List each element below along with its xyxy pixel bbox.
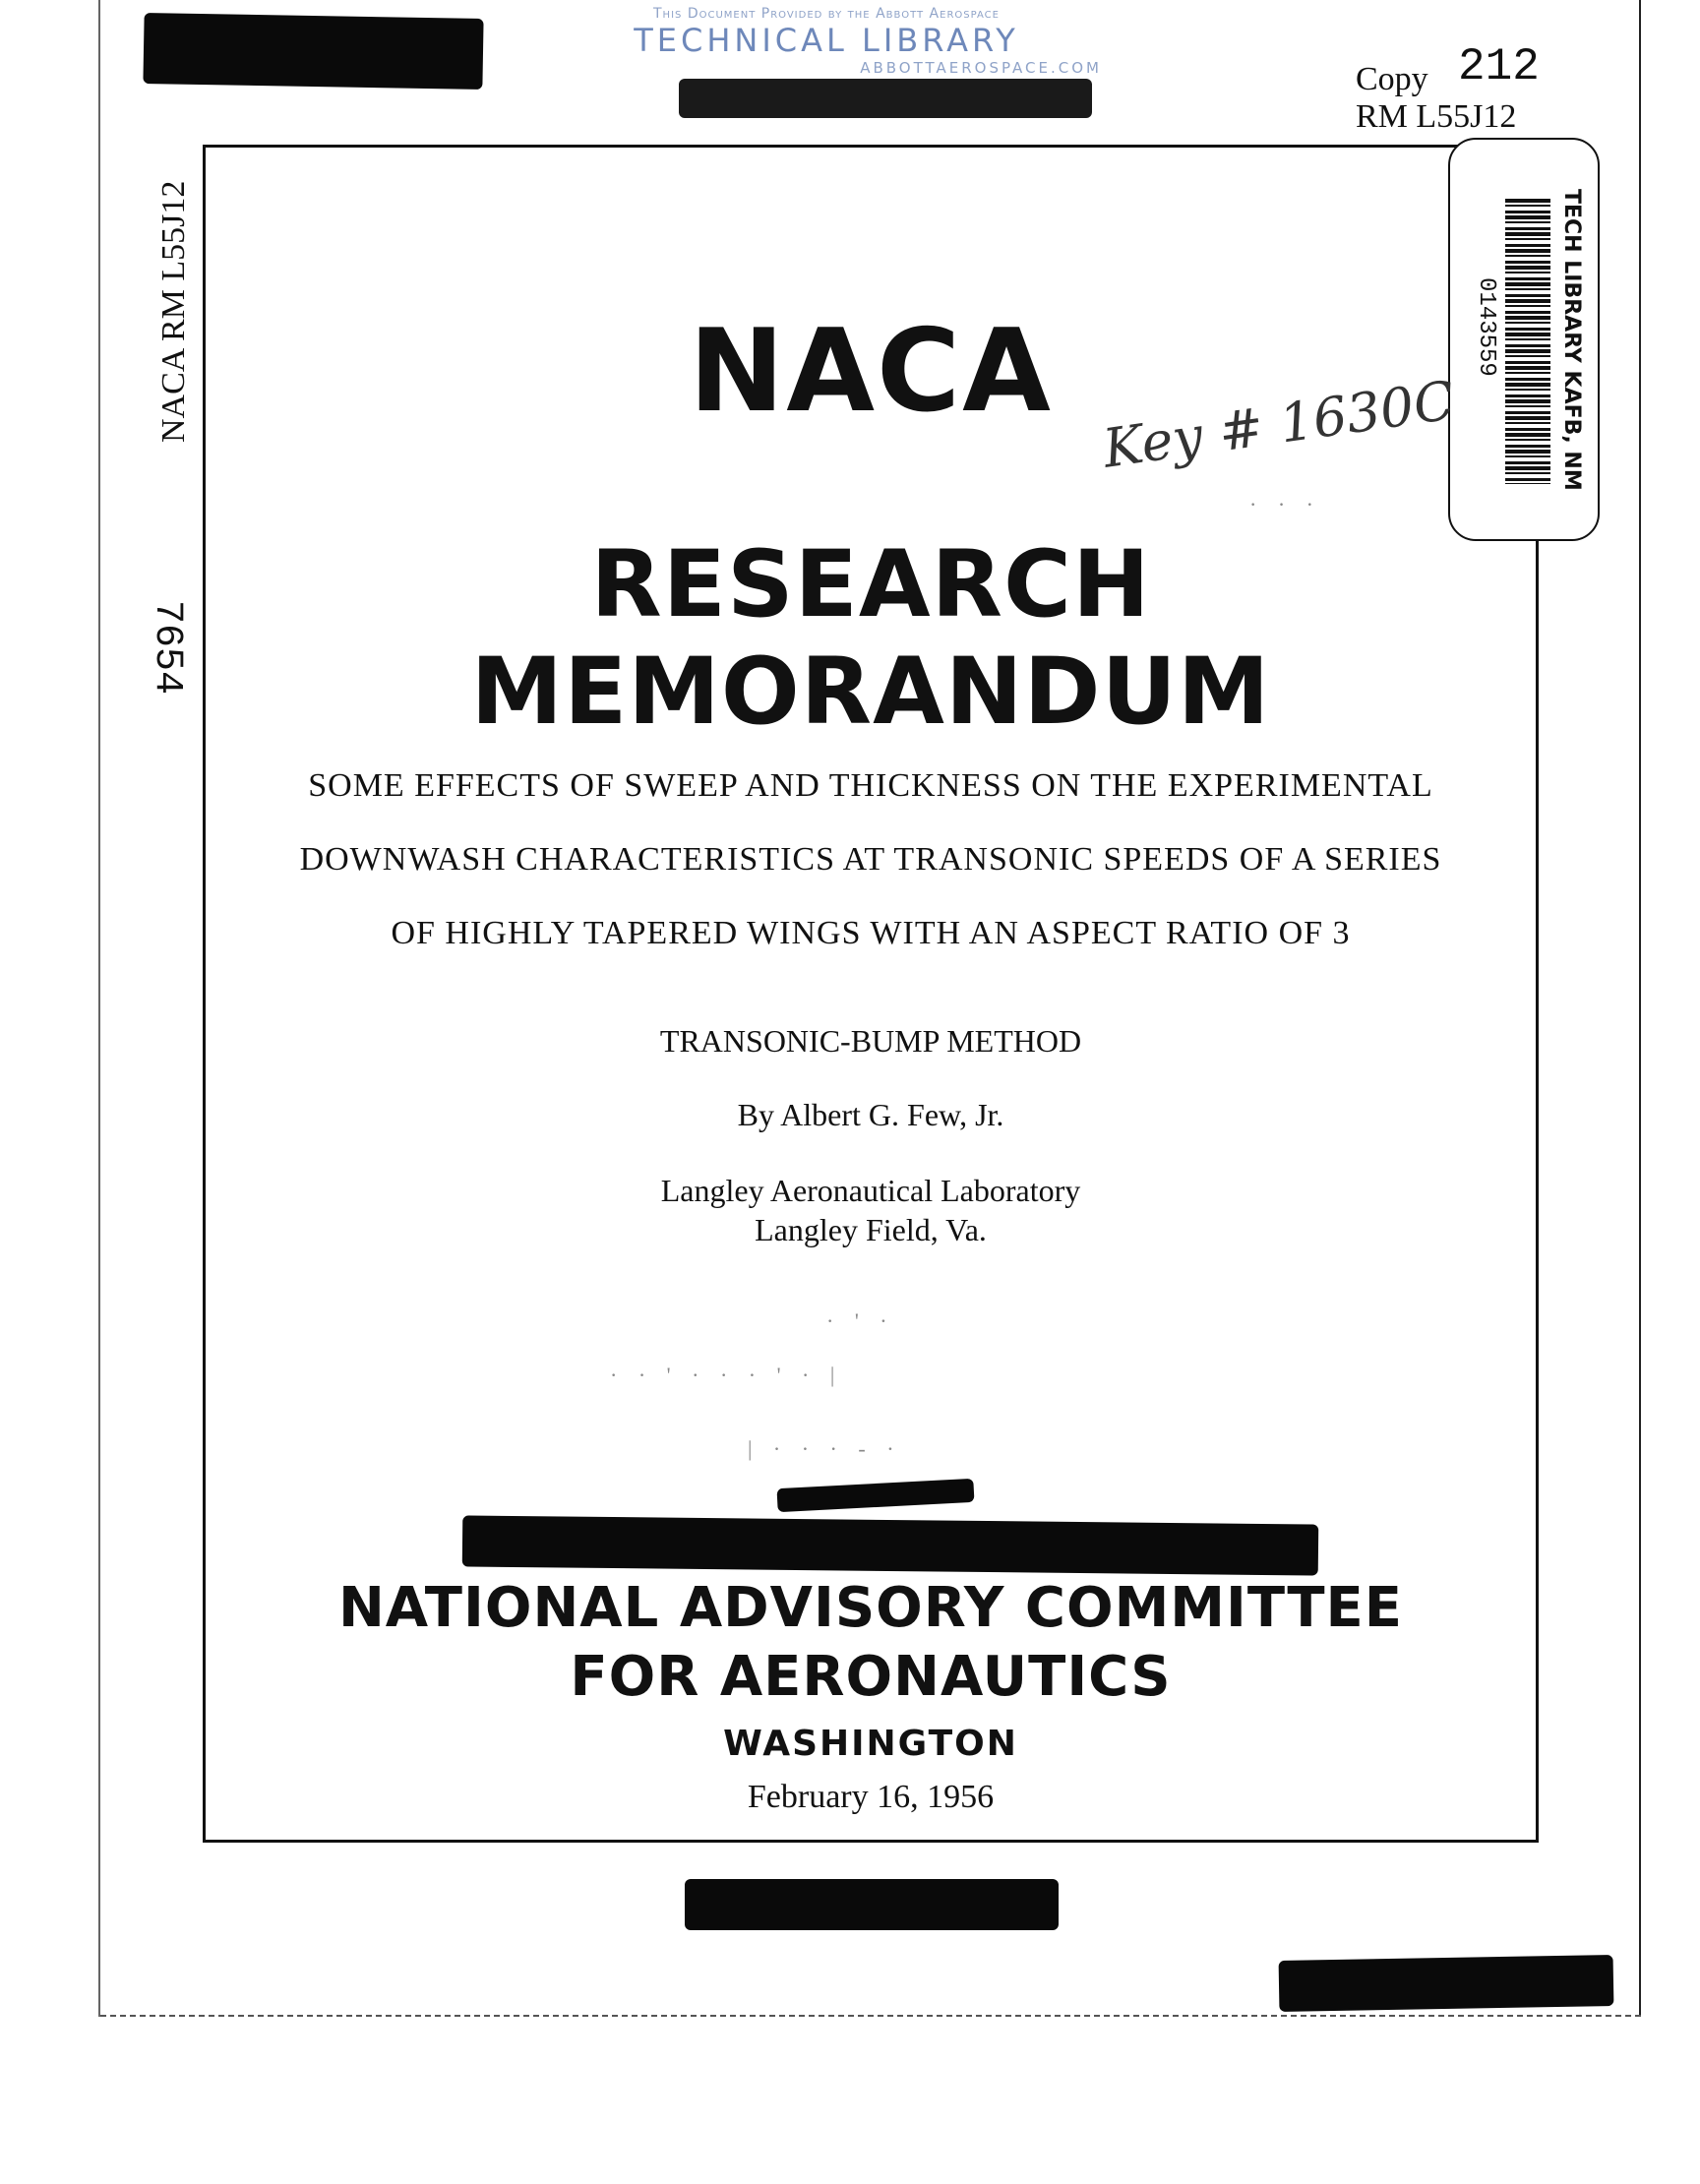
publication-date: February 16, 1956 — [747, 1779, 995, 1815]
scan-edge-bottom — [100, 2015, 1641, 2017]
publisher-city: WASHINGTON — [723, 1724, 1018, 1764]
title-line-3: OF HIGHLY TAPERED WINGS WITH AN ASPECT RATIO OF 3 — [391, 915, 1351, 951]
faded-stamp-3: | · · · - · — [748, 1436, 902, 1461]
publisher-line-2: FOR AERONAUTICS — [570, 1645, 1172, 1709]
affiliation-lab: Langley Aeronautical Laboratory — [660, 1173, 1081, 1208]
publisher-line-1: NATIONAL ADVISORY COMMITTEE — [337, 1576, 1404, 1640]
copy-label: Copy — [1356, 61, 1428, 97]
scan-edge-right — [1639, 0, 1641, 2017]
redaction-bottom-right — [1279, 1955, 1614, 2012]
title-line-2: DOWNWASH CHARACTERISTICS AT TRANSONIC SPEEDS OF A SERIES — [299, 841, 1442, 878]
redaction-top-left — [143, 13, 483, 90]
smudge-stamp: · · · — [1249, 492, 1321, 516]
barcode-number: 0143559 — [1473, 277, 1499, 377]
author: By Albert G. Few, Jr. — [737, 1097, 1004, 1132]
faded-stamp-1: · ' · — [826, 1308, 895, 1333]
watermark-title: TECHNICAL LIBRARY — [634, 22, 1019, 59]
research-memorandum-heading: RESEARCH MEMORANDUM — [470, 531, 1271, 746]
handwritten-key-note: Key # 1630C — [1099, 369, 1459, 480]
naca-heading: NACA — [689, 305, 1053, 438]
report-number: RM L55J12 — [1356, 98, 1517, 135]
side-file-number: 7654 — [145, 600, 189, 696]
scan-edge-left — [98, 0, 100, 2017]
side-report-id: NACA RM L55J12 — [155, 180, 192, 443]
redaction-top-center — [679, 79, 1092, 118]
watermark-url: ABBOTTAEROSPACE.COM — [860, 59, 1102, 77]
faded-stamp-2: · · ' · · · ' · | — [610, 1363, 843, 1387]
affiliation-location: Langley Field, Va. — [755, 1212, 987, 1247]
watermark-provided-by: This Document Provided by the Abbott Aerospace — [653, 6, 1000, 22]
method-subtitle: TRANSONIC-BUMP METHOD — [659, 1023, 1082, 1059]
copy-number: 212 — [1458, 41, 1540, 92]
redaction-bottom-center — [685, 1879, 1059, 1930]
barcode-library: TECH LIBRARY KAFB, NM — [1559, 189, 1584, 491]
title-line-1: SOME EFFECTS OF SWEEP AND THICKNESS ON THE EXPERIMENTAL — [308, 767, 1433, 804]
